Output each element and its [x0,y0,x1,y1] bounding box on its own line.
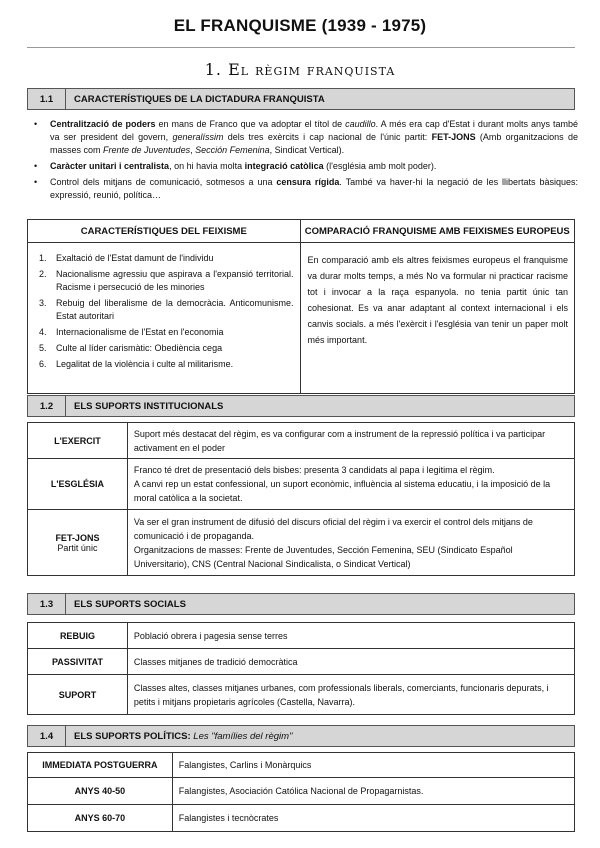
item-text: Rebuig del liberalisme de la democràcia. Anticomunisme. Estat autoritari [56,298,294,321]
row-text: A canvi rep un estat confessional, un suport econòmic, influència al sistema educatiu, i la imposició de la moral catòlica a la societat. [133,479,551,503]
item-number: 6. [39,359,47,369]
text: (l'església amb molt poder). [323,161,437,171]
table-row [28,753,575,778]
italic-text: generalíssim [172,132,224,142]
row-key: L'ESGLÉSIA [28,459,128,510]
bold-text: censura rígida [276,177,340,187]
italic-text: Sección Femenina [195,145,270,155]
section-title-prefix: ELS SUPORTS POLÍTICS: [74,730,191,742]
section-header-1-2 [27,395,575,417]
text: . També va haver-hi la negació de les llibertats bàsiques: expressió, reunió, política… [50,177,578,200]
item-text: Internacionalisme de l'Estat en l'economia [56,327,224,337]
item-text: Nacionalisme agressiu que aspirava a l'expansió territorial. Racisme i persecució de les minories [56,269,294,292]
text: en mans de Franco que va adoptar el títol de [155,119,346,129]
text: (Amb organitzacions de masses com [50,132,578,155]
item-number: 5. [39,343,47,353]
text: Control dels mitjans de comunicació, sotmesos a una [50,177,277,187]
institutional-supports-table [27,422,575,576]
item-number: 3. [39,298,47,308]
row-text: Suport més destacat del règim, es va configurar com a instrument de la repressió política i va participar activament en el poder [133,428,546,453]
section-title: CARACTERÍSTIQUES DE LA DICTADURA FRANQUISTA [74,93,325,105]
text: , on hi havia molta [169,161,245,171]
row-value [127,459,574,510]
row-text: Organitzacions de masses: Frente de Juventudes, Sección Femenina, SEU (Sindicato Español Universitario), CNS (Central Nacional Sindicalista, o Sindicat Vertical) [133,544,513,569]
row-value: Falangistes i tecnòcrates [172,805,574,832]
row-key [28,510,128,576]
bold-text: integració catòlica [244,161,324,171]
row-text: Franco té dret de presentació dels bisbes: presenta 3 candidats al papa i legitima el règim. [133,465,495,475]
political-supports-table [27,752,575,832]
table-row [28,623,575,649]
list-item [33,160,578,173]
row-value: Classes mitjanes de tradició democràtica [127,649,574,675]
row-value [127,510,574,576]
list-item [33,176,578,202]
row-key: REBUIG [28,623,128,649]
item-text: Legalitat de la violència i culte al militarisme. [56,359,234,369]
text: dels tres exèrcits i cap nacional de l'únic partit: [223,132,432,142]
section-header-1-1 [27,88,575,110]
fascism-characteristics-list [29,252,299,371]
row-text: Va ser el gran instrument de difusió del discurs oficial del règim i va exercir el control dels mitjans de comunicació i de propaganda. [133,516,533,541]
item-number: 2. [39,269,47,279]
list-item [33,118,578,157]
section-title: ELS SUPORTS INSTITUCIONALS [74,400,224,412]
comparison-left-header: CARACTERÍSTIQUES DEL FEIXISME [28,220,301,243]
list-item [29,268,299,294]
comparison-right-header: COMPARACIÓ FRANQUISME AMB FEIXISMES EUROPEUS [300,220,574,243]
bold-text: Centralització de poders [50,119,156,129]
table-row [28,778,575,805]
list-item [29,326,299,339]
table-row [28,459,575,510]
table-row [28,510,575,576]
bold-text: Caràcter unitari i centralista [50,161,170,171]
row-key: ANYS 60-70 [28,805,173,832]
table-row [28,649,575,675]
section-title-suffix: Les "famílies del règim" [193,730,293,742]
item-text: Exaltació de l'Estat damunt de l'individu [56,253,214,263]
section-title: ELS SUPORTS SOCIALS [74,598,186,610]
row-key-label: FET-JONS [55,532,100,543]
row-key: L'EXERCIT [28,423,128,459]
row-value [127,423,574,459]
list-item [29,342,299,355]
row-key: SUPORT [28,675,128,715]
characteristics-list [33,118,578,205]
list-item [29,358,299,371]
italic-text: caudillo [345,119,376,129]
section-number: 1.2 [28,396,66,416]
item-number: 1. [39,253,47,263]
table-row [28,805,575,832]
section-number: 1.1 [28,89,66,109]
page-title: EL FRANQUISME (1939 - 1975) [173,16,427,35]
row-key: ANYS 40-50 [28,778,173,805]
row-key-sublabel: Partit únic [57,542,98,553]
table-row [28,675,575,715]
fascism-characteristics-cell [28,243,301,394]
row-value: Població obrera i pagesia sense terres [127,623,574,649]
section-number: 1.4 [28,726,66,746]
row-value: Falangistes, Carlins i Monàrquics [172,753,574,778]
list-item [29,252,299,265]
item-number: 4. [39,327,47,337]
section-header-1-4 [27,725,575,747]
section-header-1-3 [27,593,575,615]
item-text: Culte al líder carismàtic: Obediència cega [56,343,223,353]
italic-text: Frente de Juventudes [103,145,191,155]
row-value: Classes altes, classes mitjanes urbanes, com professionals liberals, comerciants, funcionaris depurats, i petits i mitjans propietaris agrícoles (Castella, Navarra). [127,675,574,715]
social-supports-table [27,622,575,715]
comparison-table [27,219,575,394]
text: , Sindicat Vertical). [269,145,345,155]
comparison-text-cell [300,243,574,394]
comparison-text: En comparació amb els altres feixismes europeus el franquisme va durar molts temps, a més No va formular ni practicar racisme tot i invocar a la raça espanyola. no tenia partit únic tan cohesionat. Es va anar adaptant al context internacional i els canvis socials. a més l'exèrcit i l'església van tenir un paper molt més important. [307,255,568,345]
section-number: 1.3 [28,594,66,614]
row-value: Falangistes, Asociación Católica Nacional de Propagarnistas. [172,778,574,805]
text: . A més era cap d'Estat i durant molts anys també va ser president del govern, [50,119,578,142]
row-key: PASSIVITAT [28,649,128,675]
section-title [66,726,292,746]
row-key: IMMEDIATA POSTGUERRA [28,753,173,778]
list-item [29,297,299,323]
title-divider [27,47,575,48]
bold-text: FET-JONS [431,132,476,142]
page-subtitle: 1. El règim franquista [204,60,396,79]
table-row [28,423,575,459]
text: , [190,145,196,155]
